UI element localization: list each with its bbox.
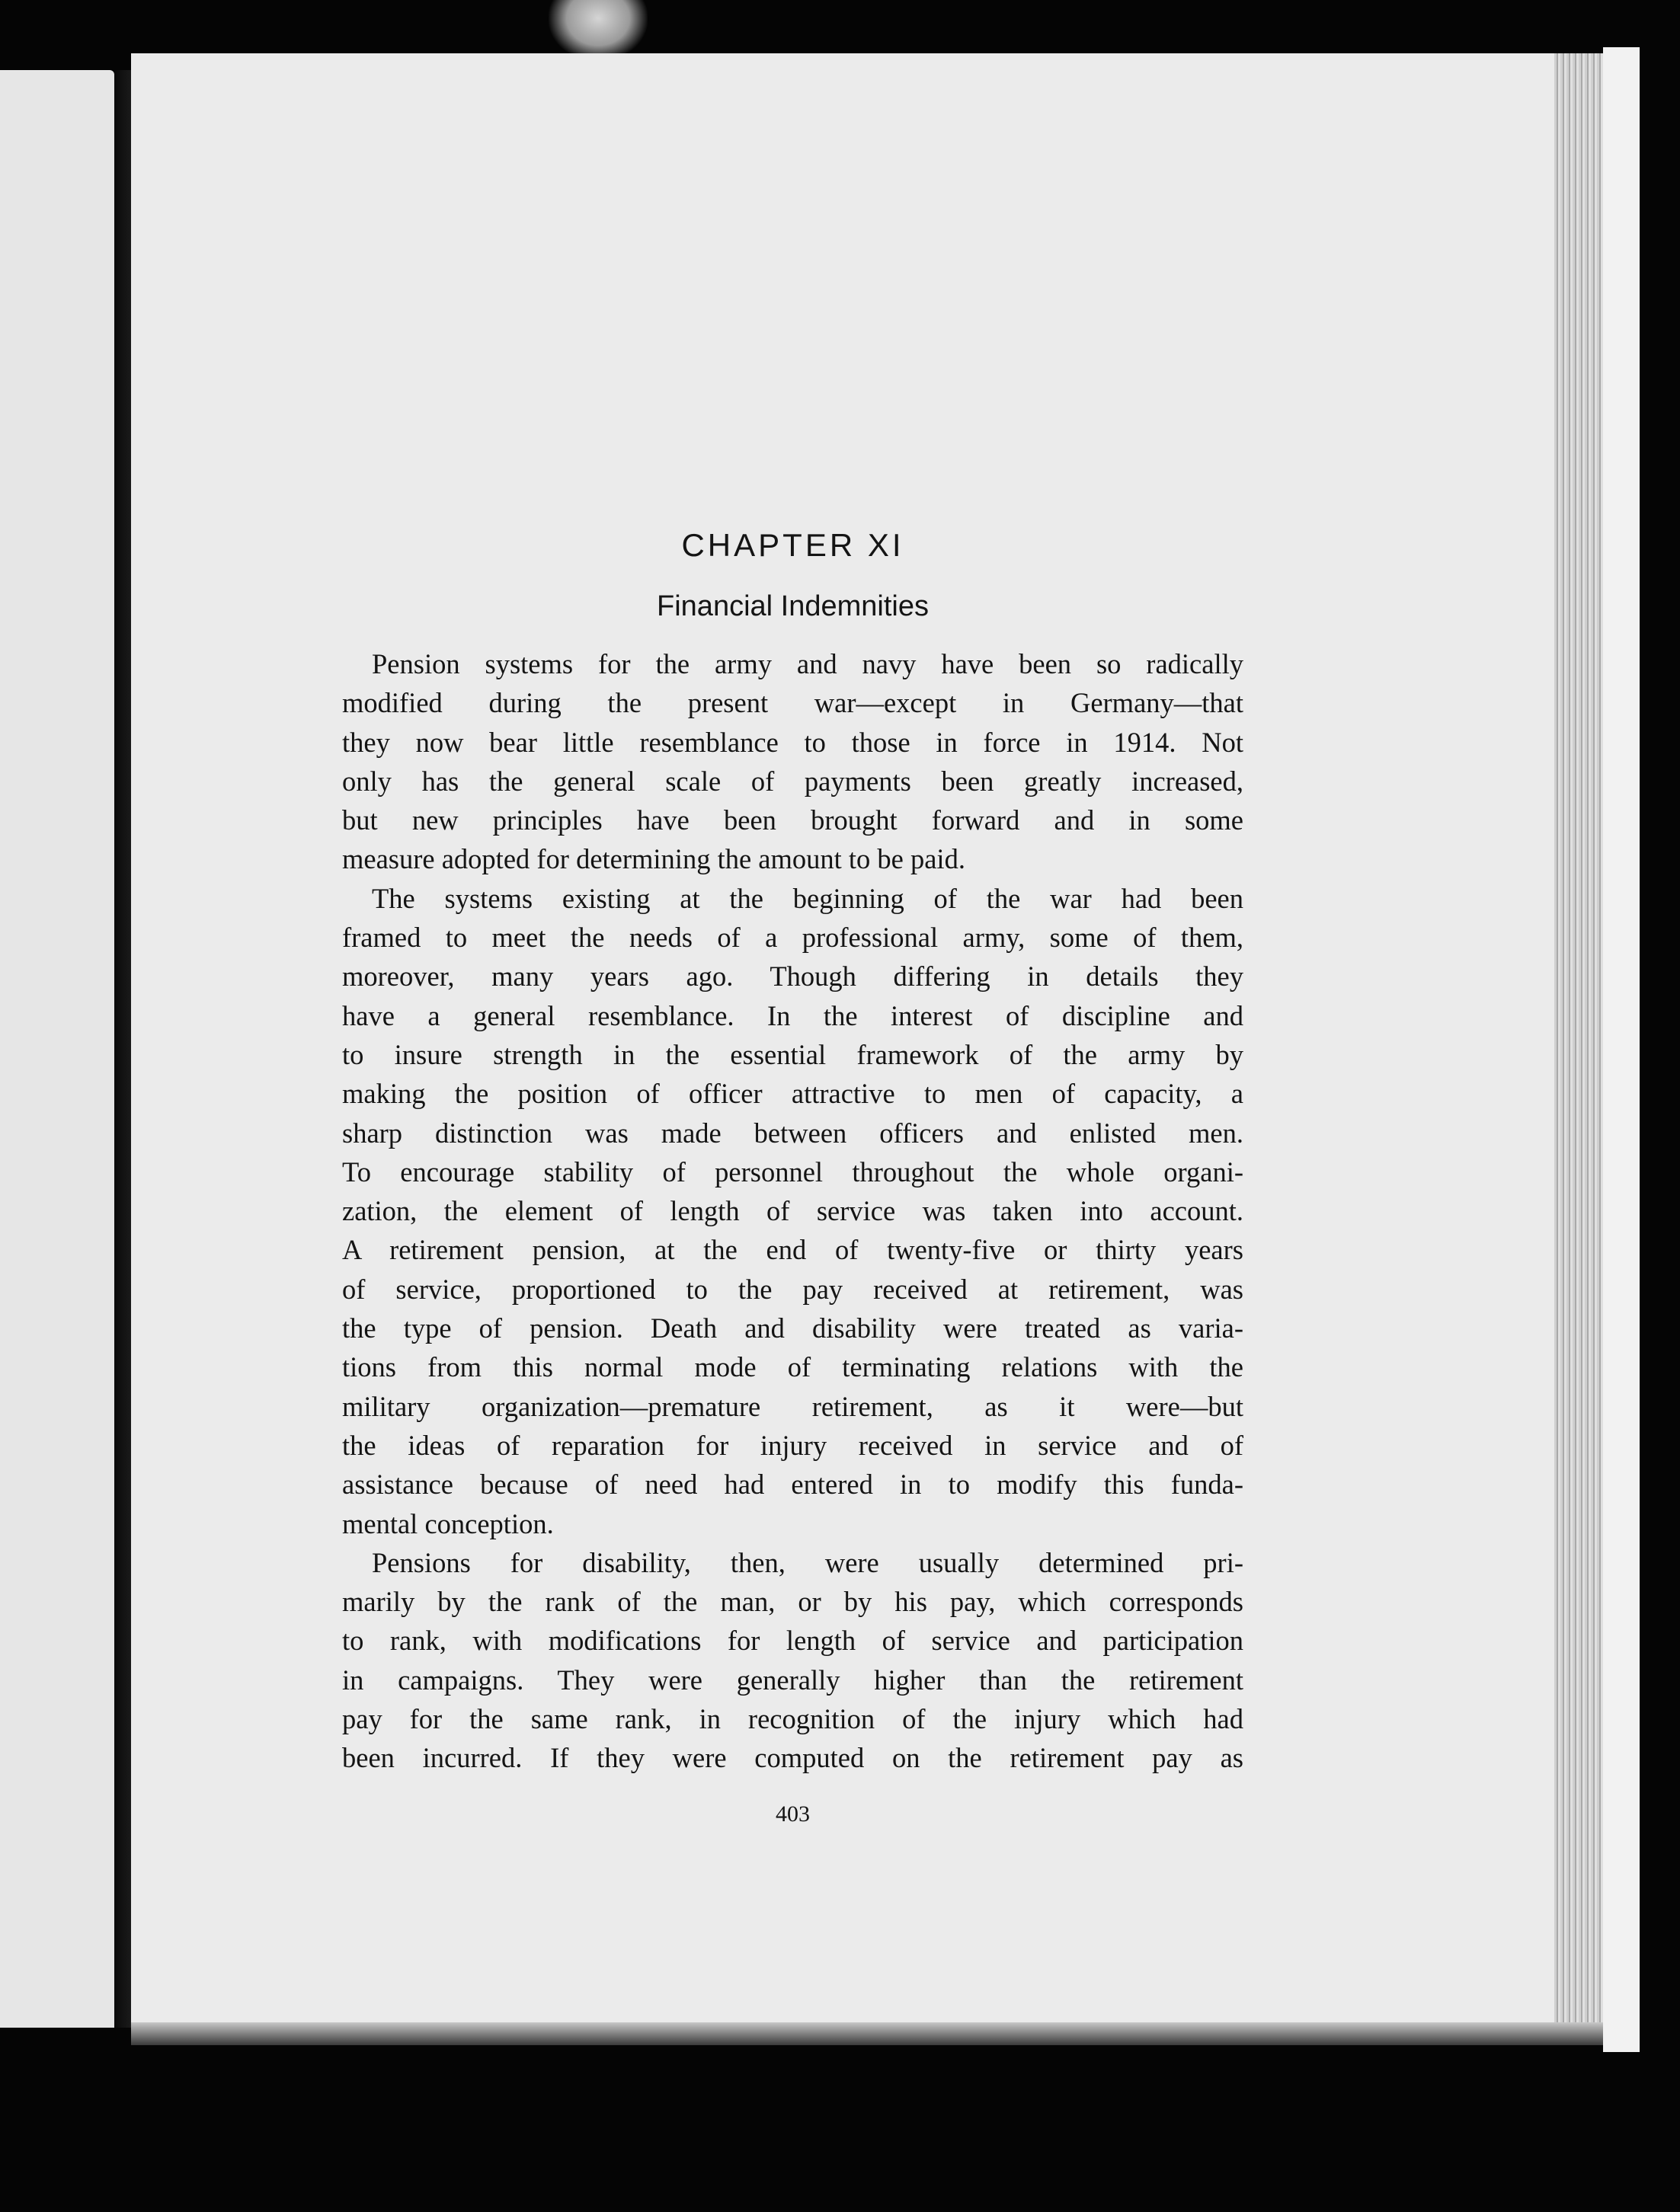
text-line: tions from this normal mode of terminating relations with the [342, 1351, 1243, 1383]
back-cover-board [1603, 47, 1640, 2052]
chapter-heading: CHAPTER XI [681, 527, 904, 563]
text-line: assistance because of need had entered in to modify this funda- [342, 1469, 1243, 1501]
text-line: A retirement pension, at the end of twenty-five or thirty years [342, 1234, 1243, 1266]
page-number: 403 [776, 1801, 810, 1827]
text-line: to rank, with modifications for length of service and participation [342, 1625, 1243, 1657]
text-line: of service, proportioned to the pay received at retirement, was [342, 1273, 1243, 1305]
chapter-title: Financial Indemnities [657, 590, 929, 622]
text-line: they now bear little resemblance to those in force in 1914. Not [342, 726, 1243, 758]
text-line: moreover, many years ago. Though differing in details they [342, 961, 1243, 993]
text-line: sharp distinction was made between officers and enlisted men. [342, 1117, 1243, 1149]
text-line: have a general resemblance. In the interest of discipline and [342, 999, 1243, 1031]
paragraph-3 [342, 1543, 1243, 1778]
text-line: the ideas of reparation for injury received in service and of [342, 1429, 1243, 1461]
text-line: modified during the present war—except in Germany—that [342, 687, 1243, 719]
text-line: pay for the same rank, in recognition of the injury which had [342, 1703, 1243, 1735]
text-line: military organization—premature retirement, as it were—but [342, 1390, 1243, 1422]
text-line: but new principles have been brought forward and in some [342, 804, 1243, 836]
body-text [342, 644, 1243, 1778]
page-text-block [342, 0, 1243, 2212]
text-line: the type of pension. Death and disability were treated as varia- [342, 1312, 1243, 1344]
paragraph-1 [342, 644, 1243, 879]
text-line: only has the general scale of payments been greatly increased, [342, 765, 1243, 797]
text-line: Pensions for disability, then, were usually determined pri- [372, 1546, 1243, 1578]
text-line: in campaigns. They were generally higher than the retirement [342, 1664, 1243, 1696]
text-line: making the position of officer attractive to men of capacity, a [342, 1078, 1243, 1110]
text-line: mental conception. [342, 1507, 554, 1539]
text-line: Pension systems for the army and navy have been so radically [372, 648, 1243, 679]
text-line: been incurred. If they were computed on the retirement pay as [342, 1742, 1243, 1774]
text-line: To encourage stability of personnel throughout the whole organi- [342, 1156, 1243, 1188]
text-line: marily by the rank of the man, or by his pay, which corresponds [342, 1586, 1243, 1618]
text-line: measure adopted for determining the amount to be paid. [342, 843, 965, 875]
left-page-edge [0, 70, 114, 2028]
text-line: framed to meet the needs of a professional army, some of them, [342, 922, 1243, 954]
text-line: to insure strength in the essential framework of the army by [342, 1038, 1243, 1070]
paragraph-2 [342, 879, 1243, 1543]
page-stack-edge [1554, 53, 1603, 2025]
text-line: zation, the element of length of service was taken into account. [342, 1195, 1243, 1227]
text-line: The systems existing at the beginning of the war had been [372, 882, 1243, 914]
book-gutter [114, 70, 131, 2028]
